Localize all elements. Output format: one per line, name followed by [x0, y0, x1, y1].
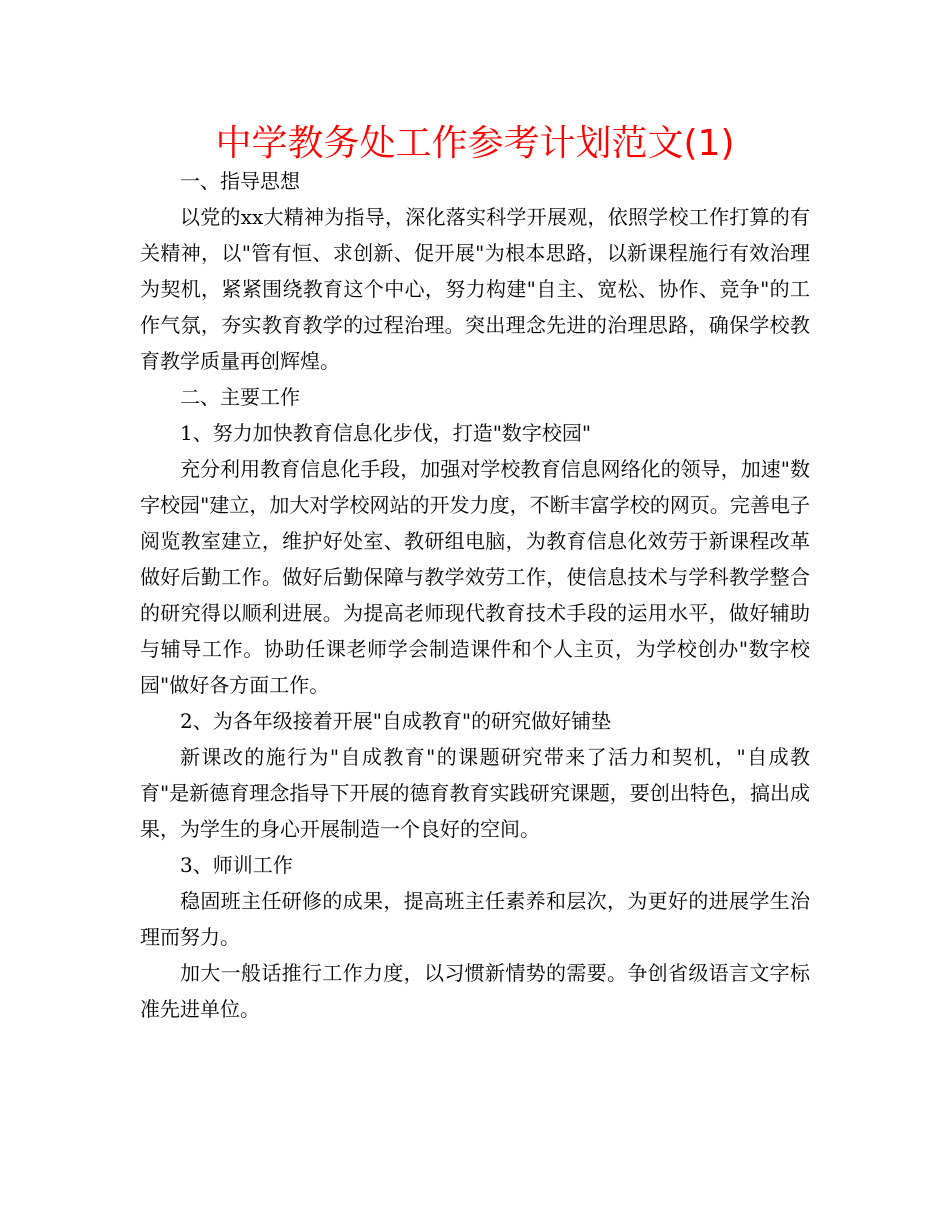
subheading-digital-campus: 1、努力加快教育信息化步伐，打造"数字校园" — [180, 421, 592, 445]
document-body — [140, 163, 810, 1027]
paragraph-guiding-ideology: 以党的xx大精神为指导，深化落实科学开展观，依照学校工作打算的有关精神，以"管有恒、求创新、促开展"为根本思路，以新课程施行有效治理为契机，紧紧围绕教育这个中心，努力构建"自主、宽松、协作、竞争"的工作气氛，夯实教育教学的过程治理。突出理念先进的治理思路，确保学校教育教学质量再创辉煌。 — [140, 205, 810, 373]
paragraph-self-education: 新课改的施行为"自成教育"的课题研究带来了活力和契机，"自成教育"是新德育理念指导下开展的德育教育实践研究课题，要创出特色，搞出成果，为学生的身心开展制造一个良好的空间。 — [140, 745, 810, 841]
subheading-self-education: 2、为各年级接着开展"自成教育"的研究做好铺垫 — [180, 709, 612, 733]
paragraph-digital-campus: 充分利用教育信息化手段，加强对学校教育信息网络化的领导，加速"数字校园"建立，加大对学校网站的开发力度，不断丰富学校的网页。完善电子阅览教室建立，维护好处室、教研组电脑，为教育信息化效劳于新课程改革做好后勤工作。做好后勤保障与教学效劳工作，使信息技术与学科教学整合的研究得以顺利进展。为提高老师现代教育技术手段的运用水平，做好辅助与辅导工作。协助任课老师学会制造课件和个人主页，为学校创办"数字校园"做好各方面工作。 — [140, 457, 810, 697]
section-heading-main-work: 二、主要工作 — [180, 385, 300, 409]
document-title: 中学教务处工作参考计划范文(1) — [215, 123, 735, 164]
paragraph-mandarin-promotion: 加大一般话推行工作力度，以习惯新情势的需要。争创省级语言文字标准先进单位。 — [140, 961, 810, 1021]
section-heading-guiding-ideology: 一、指导思想 — [180, 169, 300, 193]
subheading-teacher-training: 3、师训工作 — [180, 853, 293, 877]
paragraph-teacher-training: 稳固班主任研修的成果，提高班主任素养和层次，为更好的进展学生治理而努力。 — [140, 889, 810, 949]
